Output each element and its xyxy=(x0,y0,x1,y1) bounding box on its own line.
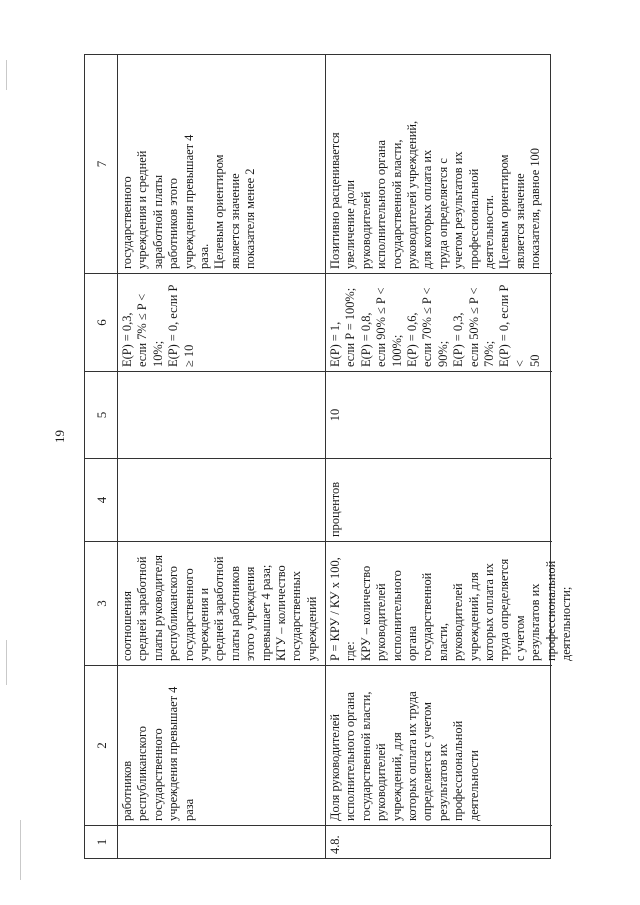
column-weight xyxy=(85,371,552,458)
column-header-5: 5 xyxy=(85,372,118,458)
row-2-weight-cell: 10 xyxy=(325,372,552,458)
column-formula xyxy=(85,541,574,665)
column-header-7: 7 xyxy=(85,55,118,273)
column-header-2: 2 xyxy=(85,666,118,825)
row-1-unit-cell xyxy=(118,459,325,541)
row-1-evaluation-cell: E(P) = 0,3, если 7% ≤ P < 10%; E(P) = 0, если P ≥ 10 xyxy=(120,284,196,367)
indicator-table xyxy=(84,54,574,859)
column-header-3: 3 xyxy=(85,542,118,665)
row-1-number-cell xyxy=(118,826,325,858)
row-2-number-cell: 4.8. xyxy=(325,826,552,858)
page-number: 19 xyxy=(52,430,67,443)
scan-artifact xyxy=(6,60,7,90)
row-1-formula-cell: соотношения средней заработной платы руководителя республиканского государственного учреждения и средней заработной платы работников этого учреждения превышает 4 раза; КГУ – количество государственных учреждений xyxy=(120,555,319,661)
scan-artifact xyxy=(20,820,21,880)
column-indicator xyxy=(85,665,552,825)
column-comment xyxy=(85,55,552,273)
column-header-4: 4 xyxy=(85,459,118,541)
row-2-formula-cell: P = КРУ / КУ х 100, где: КРУ – количество руководителей исполнительного органа государственной власти, руководителей учреждений, для которых оплата их труда определяется с учетом результатов их профессиональной деятельности; xyxy=(325,542,552,665)
row-2-indicator-cell: Доля руководителей исполнительного органа государственной власти, руководителей учреждений, для которых оплата их труда определяется с учетом результатов их профессиональной деятельности xyxy=(325,666,552,825)
scan-artifact xyxy=(6,640,7,685)
row-1-weight-cell xyxy=(118,372,325,458)
column-header-6: 6 xyxy=(85,274,118,371)
row-2-evaluation-cell: E(P) = 1, если P = 100%; E(P) = 0,8, если 90% ≤ P < 100%; E(P) = 0,6, если 70% ≤ P < 90%; E(P) = 0,3, если 50% ≤ P < 70%; E(P) = 0, если P < 50 xyxy=(325,274,552,371)
row-2-comment-cell: Позитивно расценивается увеличение доли руководителей исполнительного органа государственной власти, руководителей учреждений, для которых оплата их труда определяется с учетом результатов их профессиональной деятельности. Целевым ориентиром является значение показателя, равное 100 xyxy=(325,55,552,273)
column-unit xyxy=(85,458,552,541)
row-1-comment-cell: государственного учреждения и средней заработной платы работников этого учреждения превышает 4 раза. Целевым ориентиром является значение показателя менее 2 xyxy=(120,134,258,269)
column-header-1: 1 xyxy=(85,826,118,858)
row-1-indicator-cell: работников республиканского государственного учреждения превышает 4 раза xyxy=(120,686,196,821)
column-number xyxy=(85,825,552,858)
row-2-unit-cell: процентов xyxy=(325,459,552,541)
column-evaluation xyxy=(85,273,552,371)
